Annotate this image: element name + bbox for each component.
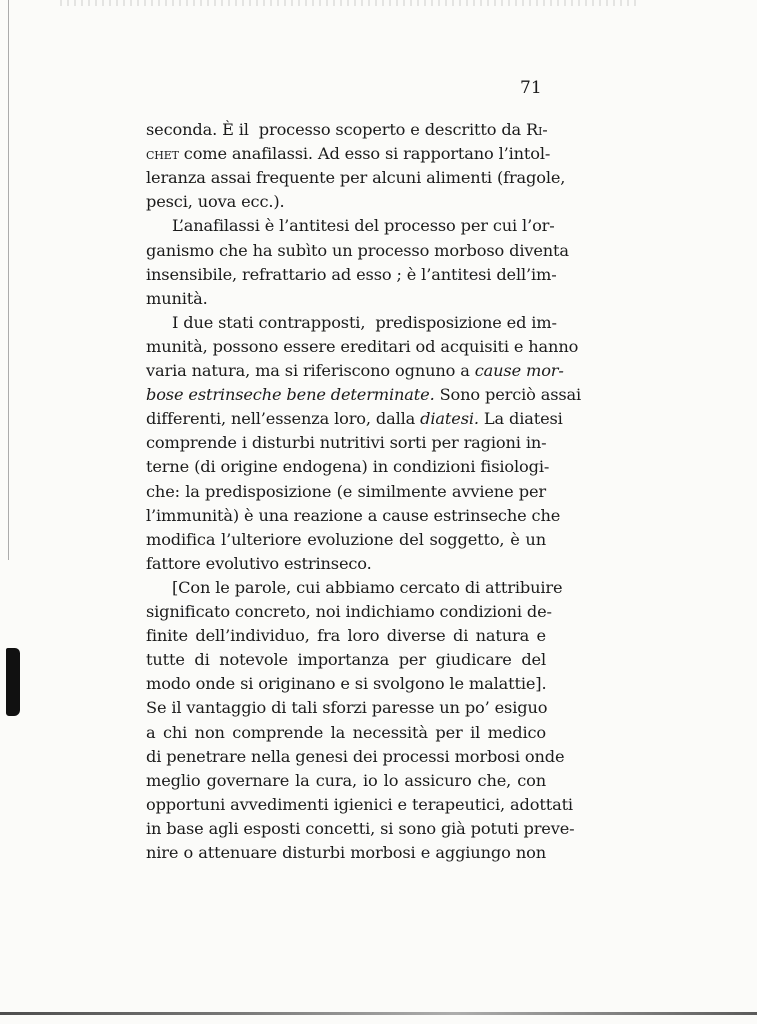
text-line bbox=[146, 457, 550, 477]
text-line bbox=[146, 482, 546, 502]
text-line bbox=[146, 505, 561, 526]
text-line bbox=[146, 602, 552, 622]
text-segment: munità. bbox=[146, 288, 208, 308]
text-segment: [Con le parole, cui abbiamo cercato di attribuire bbox=[172, 577, 563, 597]
italic-text: bose estrinseche bene determinate. bbox=[146, 385, 435, 405]
text-line bbox=[146, 674, 546, 694]
text-segment: fattore evolutivo estrinseco. bbox=[146, 553, 372, 573]
text-line bbox=[146, 264, 557, 285]
text-line bbox=[146, 554, 546, 574]
text-line bbox=[146, 771, 546, 791]
text-line bbox=[146, 336, 579, 357]
text-segment: munità, possono essere ereditari od acquisiti e hanno bbox=[146, 336, 579, 356]
text-segment: pesci, uova ecc.). bbox=[146, 192, 285, 212]
scan-noise bbox=[60, 0, 640, 6]
text-segment: modo onde si originano e si svolgono le malattie]. bbox=[146, 674, 547, 694]
text-line bbox=[146, 650, 546, 670]
small-caps-text: Ri- bbox=[526, 120, 548, 139]
text-line bbox=[146, 192, 546, 212]
text-segment: varia natura, ma si riferiscono ognuno a bbox=[146, 361, 475, 380]
text-segment: insensibile, refrattario ad esso ; è l’antitesi dell’im- bbox=[146, 264, 557, 284]
text-segment: significato concreto, noi indichiamo condizioni de- bbox=[146, 602, 552, 621]
text-segment: meglio governare la cura, io lo assicuro che, con bbox=[146, 770, 546, 790]
text-segment: comprende i disturbi nutritivi sorti per ragioni in- bbox=[146, 433, 547, 453]
text-segment: in base agli esposti concetti, si sono già potuti preve- bbox=[146, 818, 575, 838]
text-segment: leranza assai frequente per alcuni alimenti (fragole, bbox=[146, 168, 566, 188]
text-segment: I due stati contrapposti, predisposizione ed im- bbox=[172, 312, 557, 332]
scan-bottom-edge bbox=[0, 1012, 757, 1015]
text-segment: nire o attenuare disturbi morbosi e aggiungo non bbox=[146, 843, 546, 862]
text-line bbox=[146, 144, 551, 164]
text-segment: finite dell’individuo, fra loro diverse di natura e bbox=[146, 626, 546, 646]
text-line bbox=[146, 723, 546, 743]
text-line bbox=[146, 361, 564, 381]
text-line bbox=[146, 577, 563, 598]
text-line bbox=[146, 409, 563, 429]
text-line bbox=[146, 698, 546, 718]
text-segment: Se il vantaggio di tali sforzi paresse un po’ esiguo bbox=[146, 698, 548, 718]
text-segment: tutte di notevole importanza per giudicare del bbox=[146, 650, 546, 670]
text-line bbox=[146, 216, 555, 236]
text-line bbox=[146, 746, 565, 767]
scan-margin-line bbox=[8, 0, 9, 560]
text-segment: seconda. È il processo scoperto e descritto da bbox=[146, 120, 527, 139]
small-caps-text: chet bbox=[146, 144, 179, 164]
text-line bbox=[146, 530, 546, 550]
text-line bbox=[146, 168, 566, 188]
text-segment: La diatesi bbox=[478, 409, 563, 429]
text-segment: che: la predisposizione (e similmente avviene per bbox=[146, 481, 546, 501]
text-segment: a chi non comprende la necessità per il medico bbox=[146, 722, 546, 742]
text-segment: opportuni avvedimenti igienici e terapeutici, adottati bbox=[146, 794, 573, 814]
text-line bbox=[146, 626, 546, 646]
text-line bbox=[146, 843, 546, 863]
text-line bbox=[146, 794, 573, 815]
text-segment: ganismo che ha subìto un processo morboso diventa bbox=[146, 240, 569, 260]
text-segment: terne (di origine endogena) in condizioni fisiologi- bbox=[146, 457, 550, 477]
text-segment: differenti, nell’essenza loro, dalla bbox=[146, 409, 421, 429]
text-line bbox=[146, 312, 557, 333]
text-segment: Sono perciò assai bbox=[434, 385, 582, 405]
text-line bbox=[146, 433, 546, 453]
text-line bbox=[146, 818, 575, 839]
italic-text: diatesi. bbox=[420, 409, 479, 429]
scan-margin-blot bbox=[6, 648, 20, 716]
text-segment: come anafilassi. Ad esso si rapportano l’intol- bbox=[178, 144, 551, 164]
page-number: 71 bbox=[520, 78, 542, 98]
text-line bbox=[146, 289, 546, 309]
italic-text: cause mor- bbox=[474, 361, 564, 380]
text-segment: L’anafilassi è l’antitesi del processo per cui l’or- bbox=[172, 216, 555, 236]
text-segment: l’immunità) è una reazione a cause estrinseche che bbox=[146, 505, 561, 525]
text-segment: di penetrare nella genesi dei processi morbosi onde bbox=[146, 746, 565, 766]
text-line bbox=[146, 120, 546, 140]
text-line bbox=[146, 385, 582, 405]
text-segment: modifica l’ulteriore evoluzione del soggetto, è un bbox=[146, 529, 546, 549]
text-line bbox=[146, 240, 569, 261]
